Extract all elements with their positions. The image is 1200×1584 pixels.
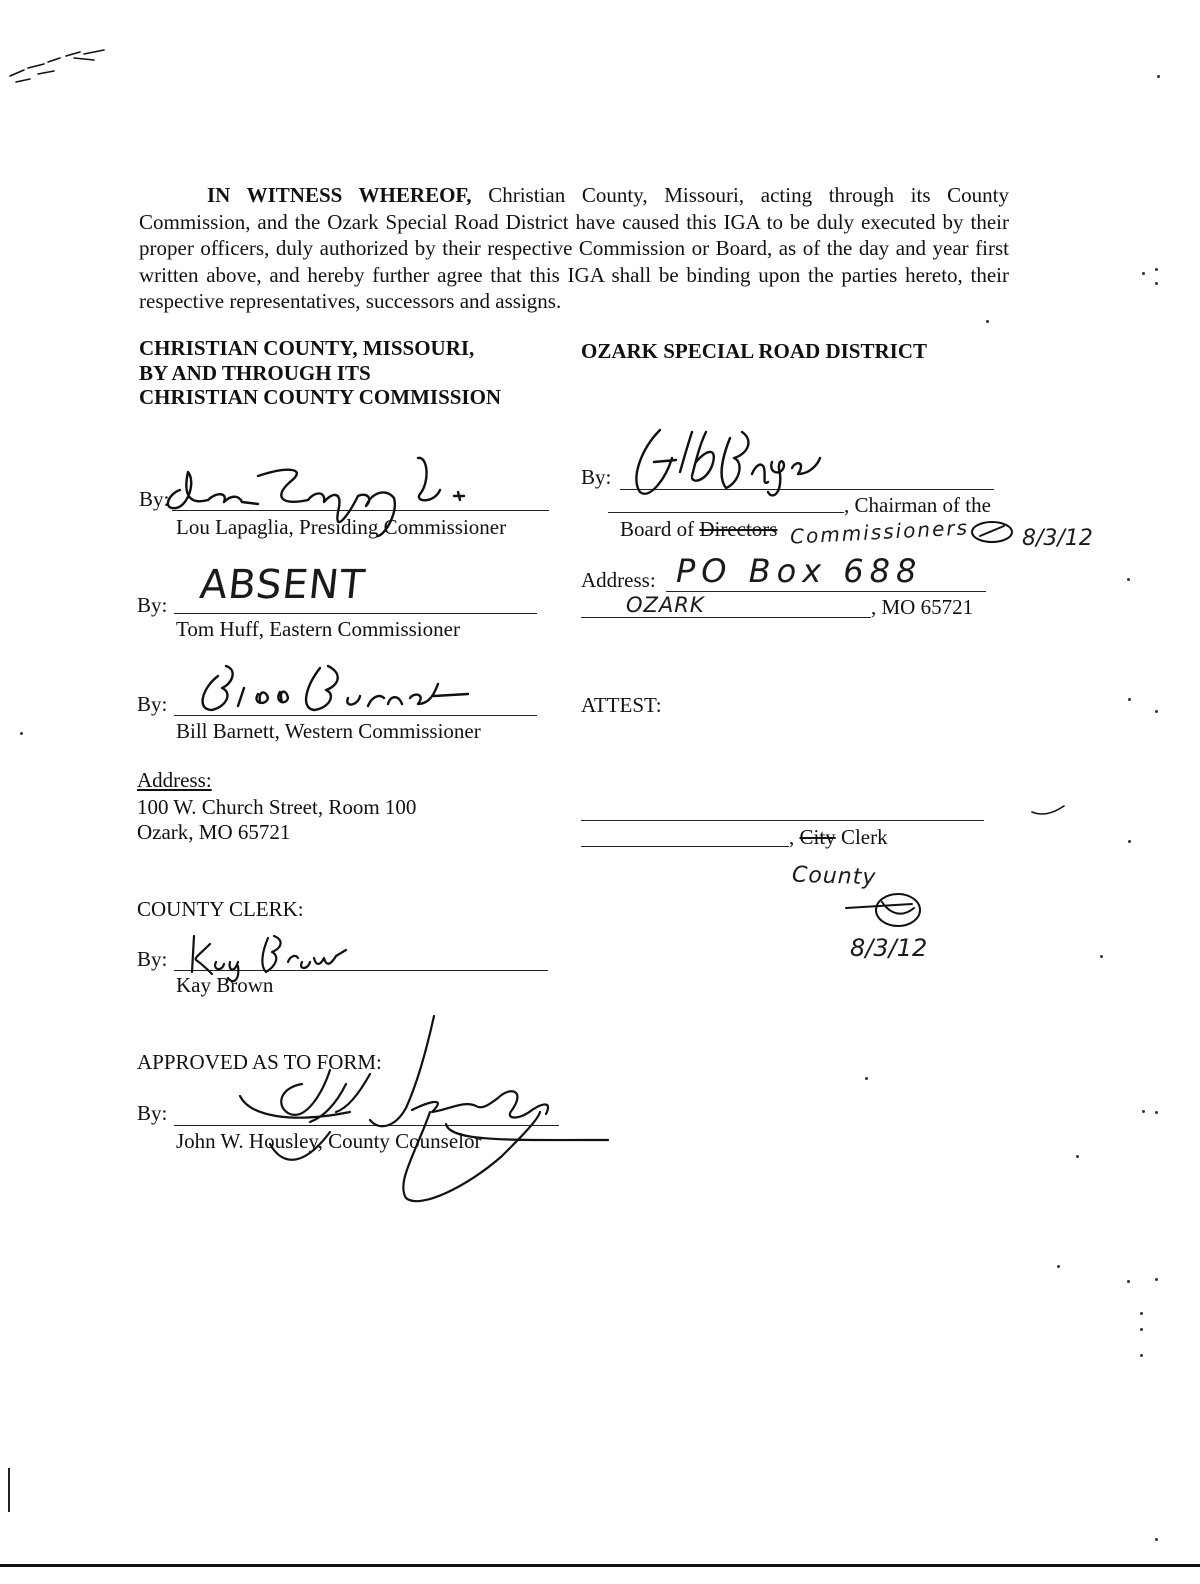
scan-speck bbox=[1155, 268, 1158, 271]
scan-speck bbox=[1140, 1354, 1143, 1357]
county-header-line1: CHRISTIAN COUNTY, MISSOURI, bbox=[139, 336, 475, 360]
scan-speck bbox=[1127, 1280, 1130, 1283]
board-date: 8/3/12 bbox=[1022, 526, 1093, 551]
scan-speck bbox=[1155, 1111, 1158, 1114]
chairman-line bbox=[608, 512, 844, 513]
scan-speck bbox=[1142, 1110, 1145, 1113]
scan-speck bbox=[1076, 1155, 1079, 1158]
attest-clerk-word: Clerk bbox=[840, 825, 888, 849]
attest-comma: , bbox=[789, 825, 800, 849]
scan-speck bbox=[1155, 710, 1158, 713]
county-clerk-name: Kay Brown bbox=[176, 973, 274, 997]
attest-date: 8/3/12 bbox=[850, 934, 928, 962]
counselor-signature bbox=[220, 1012, 620, 1212]
board-handwritten: Commissioners bbox=[789, 515, 970, 549]
scan-speck bbox=[1155, 1278, 1158, 1281]
scan-speck bbox=[1100, 955, 1103, 958]
road-district-state-zip: , MO 65721 bbox=[871, 595, 974, 619]
attest-clerk-title bbox=[789, 825, 888, 849]
approved-name: John W. Housley, County Counselor bbox=[176, 1129, 482, 1153]
scan-speck bbox=[1128, 698, 1131, 701]
road-district-header: OZARK SPECIAL ROAD DISTRICT bbox=[581, 339, 927, 363]
attest-label: ATTEST: bbox=[581, 693, 662, 717]
road-district-address-line bbox=[666, 591, 986, 592]
road-district-signature bbox=[622, 418, 832, 508]
approved-by-label: By: bbox=[137, 1101, 168, 1125]
county-address-label: Address: bbox=[137, 768, 212, 792]
board-prefix bbox=[620, 517, 777, 541]
scan-speck bbox=[20, 732, 23, 735]
attest-county-note: County bbox=[791, 862, 877, 891]
western-name: Bill Barnett, Western Commissioner bbox=[176, 719, 481, 743]
county-header-line3: CHRISTIAN COUNTY COMMISSION bbox=[139, 385, 502, 409]
bottom-edge-line bbox=[0, 1564, 1200, 1567]
county-clerk-by-label: By: bbox=[137, 947, 168, 971]
county-address-line2: Ozark, MO 65721 bbox=[137, 820, 291, 844]
attest-struck-word: City bbox=[799, 825, 836, 849]
scan-speck bbox=[1140, 1328, 1143, 1331]
board-struck-word: Directors bbox=[699, 517, 778, 541]
scan-speck bbox=[1157, 75, 1160, 78]
eastern-absent-note: ABSENT bbox=[197, 562, 368, 608]
scan-speck bbox=[1155, 282, 1158, 285]
witness-lead: IN WITNESS WHEREOF, bbox=[207, 183, 472, 207]
initials-scribble bbox=[968, 518, 1018, 546]
attest-signature-line bbox=[581, 820, 984, 821]
margin-scribble bbox=[1030, 800, 1070, 820]
margin-tick bbox=[8, 1468, 10, 1512]
scan-speck bbox=[865, 1077, 868, 1080]
chairman-suffix: , Chairman of the bbox=[844, 493, 991, 517]
road-district-city: OZARK bbox=[626, 593, 705, 617]
attest-initials bbox=[842, 890, 932, 930]
scan-speck bbox=[1140, 1312, 1143, 1315]
western-by-label: By: bbox=[137, 692, 168, 716]
road-district-by-label: By: bbox=[581, 465, 612, 489]
presiding-by-label: By: bbox=[139, 487, 170, 511]
scan-speck bbox=[1142, 272, 1145, 275]
scan-speck bbox=[1155, 1538, 1158, 1541]
western-signature bbox=[188, 658, 488, 722]
county-address-line1: 100 W. Church Street, Room 100 bbox=[137, 795, 417, 819]
attest-clerk-line bbox=[581, 846, 789, 847]
board-of-label: Board of bbox=[620, 517, 695, 541]
scan-speck bbox=[1057, 1265, 1060, 1268]
road-district-address-value: PO Box 688 bbox=[676, 552, 923, 590]
witness-paragraph bbox=[139, 182, 1009, 315]
scan-artifact-mark bbox=[4, 44, 114, 94]
eastern-signature-line bbox=[174, 613, 537, 614]
road-district-address-label: Address: bbox=[581, 568, 656, 592]
eastern-name: Tom Huff, Eastern Commissioner bbox=[176, 617, 460, 641]
approved-heading: APPROVED AS TO FORM: bbox=[137, 1050, 382, 1074]
road-district-city-line bbox=[581, 617, 871, 618]
county-header-line2: BY AND THROUGH ITS bbox=[139, 360, 371, 385]
scan-speck bbox=[1127, 578, 1130, 581]
scan-speck bbox=[986, 320, 989, 323]
county-clerk-heading: COUNTY CLERK: bbox=[137, 897, 304, 921]
scan-speck bbox=[1128, 840, 1131, 843]
eastern-by-label: By: bbox=[137, 593, 168, 617]
witness-body: Christian County, Missouri, acting through its County Commission, and the Ozark Special Road District have caused this IGA to be duly executed by their proper officers, duly authorized by their respective Commission or Board, as of the day and year first written above, and hereby further agree that this IGA shall be binding upon the parties hereto, their respective representatives, successors and assigns. bbox=[139, 183, 1009, 313]
presiding-name: Lou Lapaglia, Presiding Commissioner bbox=[176, 515, 507, 539]
